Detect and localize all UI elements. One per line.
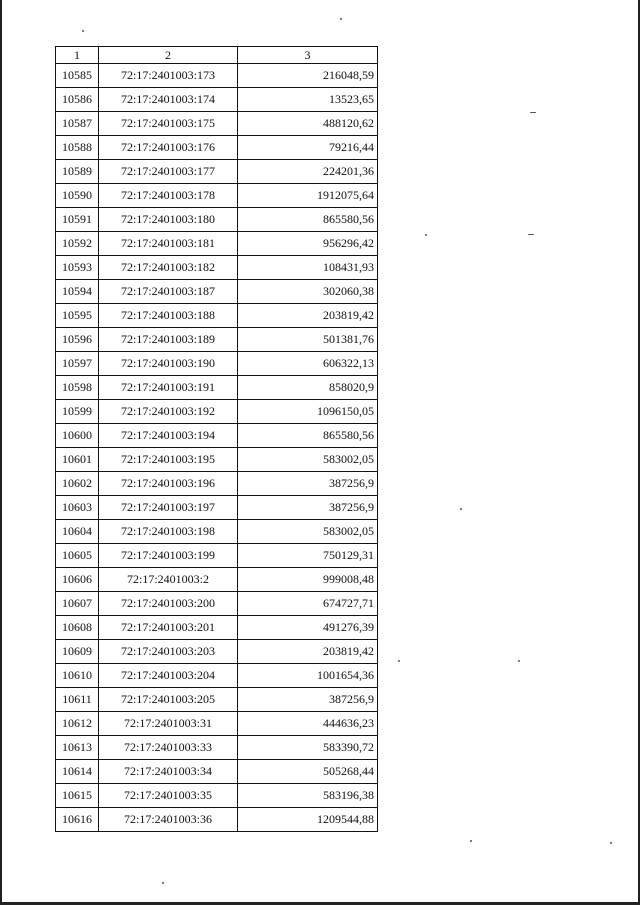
cadastral-number-cell: 72:17:2401003:36 <box>99 808 238 832</box>
table-row <box>56 616 378 640</box>
table-row <box>56 424 378 448</box>
cadastral-number-cell: 72:17:2401003:33 <box>99 736 238 760</box>
value-cell: 1209544,88 <box>238 808 378 832</box>
table-row <box>56 280 378 304</box>
scan-speck <box>518 660 520 662</box>
value-cell: 583390,72 <box>238 736 378 760</box>
value-cell: 302060,38 <box>238 280 378 304</box>
scan-speck <box>82 30 84 32</box>
cadastral-number-cell: 72:17:2401003:204 <box>99 664 238 688</box>
table-row <box>56 568 378 592</box>
row-number-cell: 10586 <box>56 88 99 112</box>
value-cell: 216048,59 <box>238 64 378 88</box>
data-table <box>55 46 378 832</box>
scan-speck <box>530 112 536 113</box>
table-row <box>56 520 378 544</box>
row-number-cell: 10610 <box>56 664 99 688</box>
row-number-cell: 10615 <box>56 784 99 808</box>
table-row <box>56 64 378 88</box>
value-cell: 13523,65 <box>238 88 378 112</box>
table-row <box>56 736 378 760</box>
table-row <box>56 160 378 184</box>
cadastral-number-cell: 72:17:2401003:181 <box>99 232 238 256</box>
cadastral-number-cell: 72:17:2401003:199 <box>99 544 238 568</box>
row-number-cell: 10597 <box>56 352 99 376</box>
cadastral-number-cell: 72:17:2401003:196 <box>99 472 238 496</box>
table-row <box>56 376 378 400</box>
table-row <box>56 400 378 424</box>
cadastral-number-cell: 72:17:2401003:182 <box>99 256 238 280</box>
row-number-cell: 10594 <box>56 280 99 304</box>
row-number-cell: 10598 <box>56 376 99 400</box>
page-edge-left <box>0 0 2 905</box>
row-number-cell: 10613 <box>56 736 99 760</box>
table-row <box>56 88 378 112</box>
value-cell: 491276,39 <box>238 616 378 640</box>
table-header-row <box>56 47 378 64</box>
table-row <box>56 688 378 712</box>
table-row <box>56 760 378 784</box>
row-number-cell: 10609 <box>56 640 99 664</box>
value-cell: 505268,44 <box>238 760 378 784</box>
table-row <box>56 712 378 736</box>
row-number-cell: 10596 <box>56 328 99 352</box>
table-body <box>56 64 378 832</box>
row-number-cell: 10587 <box>56 112 99 136</box>
value-cell: 501381,76 <box>238 328 378 352</box>
table-row <box>56 304 378 328</box>
row-number-cell: 10608 <box>56 616 99 640</box>
value-cell: 108431,93 <box>238 256 378 280</box>
value-cell: 203819,42 <box>238 304 378 328</box>
cadastral-number-cell: 72:17:2401003:2 <box>99 568 238 592</box>
table-row <box>56 112 378 136</box>
scan-speck <box>460 508 462 510</box>
row-number-cell: 10591 <box>56 208 99 232</box>
row-number-cell: 10605 <box>56 544 99 568</box>
table-row <box>56 448 378 472</box>
cadastral-number-cell: 72:17:2401003:194 <box>99 424 238 448</box>
value-cell: 606322,13 <box>238 352 378 376</box>
value-cell: 583196,38 <box>238 784 378 808</box>
value-cell: 865580,56 <box>238 424 378 448</box>
scan-speck <box>425 234 427 236</box>
table-row <box>56 544 378 568</box>
cadastral-number-cell: 72:17:2401003:175 <box>99 112 238 136</box>
row-number-cell: 10592 <box>56 232 99 256</box>
row-number-cell: 10600 <box>56 424 99 448</box>
table-row <box>56 496 378 520</box>
scan-speck <box>398 660 400 662</box>
row-number-cell: 10607 <box>56 592 99 616</box>
scan-speck <box>340 18 342 20</box>
row-number-cell: 10614 <box>56 760 99 784</box>
cadastral-number-cell: 72:17:2401003:198 <box>99 520 238 544</box>
cadastral-number-cell: 72:17:2401003:191 <box>99 376 238 400</box>
row-number-cell: 10593 <box>56 256 99 280</box>
table-row <box>56 664 378 688</box>
value-cell: 203819,42 <box>238 640 378 664</box>
cadastral-number-cell: 72:17:2401003:205 <box>99 688 238 712</box>
table-row <box>56 184 378 208</box>
cadastral-number-cell: 72:17:2401003:197 <box>99 496 238 520</box>
row-number-cell: 10589 <box>56 160 99 184</box>
value-cell: 79216,44 <box>238 136 378 160</box>
table-row <box>56 232 378 256</box>
table-row <box>56 592 378 616</box>
row-number-cell: 10590 <box>56 184 99 208</box>
value-cell: 387256,9 <box>238 688 378 712</box>
cadastral-number-cell: 72:17:2401003:189 <box>99 328 238 352</box>
cadastral-number-cell: 72:17:2401003:34 <box>99 760 238 784</box>
table-row <box>56 640 378 664</box>
cadastral-number-cell: 72:17:2401003:173 <box>99 64 238 88</box>
cadastral-number-cell: 72:17:2401003:174 <box>99 88 238 112</box>
cadastral-number-cell: 72:17:2401003:201 <box>99 616 238 640</box>
value-cell: 1912075,64 <box>238 184 378 208</box>
value-cell: 387256,9 <box>238 472 378 496</box>
table-row <box>56 328 378 352</box>
table-row <box>56 352 378 376</box>
value-cell: 488120,62 <box>238 112 378 136</box>
cadastral-number-cell: 72:17:2401003:31 <box>99 712 238 736</box>
column-header: 2 <box>99 47 238 64</box>
value-cell: 1001654,36 <box>238 664 378 688</box>
cadastral-number-cell: 72:17:2401003:190 <box>99 352 238 376</box>
cadastral-number-cell: 72:17:2401003:192 <box>99 400 238 424</box>
cadastral-number-cell: 72:17:2401003:187 <box>99 280 238 304</box>
row-number-cell: 10588 <box>56 136 99 160</box>
value-cell: 956296,42 <box>238 232 378 256</box>
row-number-cell: 10599 <box>56 400 99 424</box>
scan-speck <box>528 234 534 235</box>
cadastral-number-cell: 72:17:2401003:203 <box>99 640 238 664</box>
row-number-cell: 10604 <box>56 520 99 544</box>
table-row <box>56 208 378 232</box>
row-number-cell: 10612 <box>56 712 99 736</box>
value-cell: 858020,9 <box>238 376 378 400</box>
row-number-cell: 10603 <box>56 496 99 520</box>
value-cell: 444636,23 <box>238 712 378 736</box>
scan-speck <box>610 842 612 844</box>
value-cell: 387256,9 <box>238 496 378 520</box>
table-row <box>56 136 378 160</box>
cadastral-number-cell: 72:17:2401003:188 <box>99 304 238 328</box>
cadastral-number-cell: 72:17:2401003:180 <box>99 208 238 232</box>
cadastral-number-cell: 72:17:2401003:177 <box>99 160 238 184</box>
value-cell: 674727,71 <box>238 592 378 616</box>
value-cell: 1096150,05 <box>238 400 378 424</box>
row-number-cell: 10602 <box>56 472 99 496</box>
row-number-cell: 10616 <box>56 808 99 832</box>
row-number-cell: 10606 <box>56 568 99 592</box>
table-row <box>56 472 378 496</box>
table-row <box>56 784 378 808</box>
column-header: 3 <box>238 47 378 64</box>
value-cell: 999008,48 <box>238 568 378 592</box>
table-row <box>56 808 378 832</box>
row-number-cell: 10611 <box>56 688 99 712</box>
value-cell: 583002,05 <box>238 520 378 544</box>
scan-speck <box>470 840 472 842</box>
value-cell: 865580,56 <box>238 208 378 232</box>
cadastral-number-cell: 72:17:2401003:178 <box>99 184 238 208</box>
row-number-cell: 10585 <box>56 64 99 88</box>
table-row <box>56 256 378 280</box>
value-cell: 750129,31 <box>238 544 378 568</box>
value-cell: 224201,36 <box>238 160 378 184</box>
column-header: 1 <box>56 47 99 64</box>
cadastral-number-cell: 72:17:2401003:35 <box>99 784 238 808</box>
cadastral-number-cell: 72:17:2401003:195 <box>99 448 238 472</box>
value-cell: 583002,05 <box>238 448 378 472</box>
cadastral-number-cell: 72:17:2401003:176 <box>99 136 238 160</box>
cadastral-number-cell: 72:17:2401003:200 <box>99 592 238 616</box>
scan-speck <box>162 882 164 884</box>
row-number-cell: 10601 <box>56 448 99 472</box>
row-number-cell: 10595 <box>56 304 99 328</box>
